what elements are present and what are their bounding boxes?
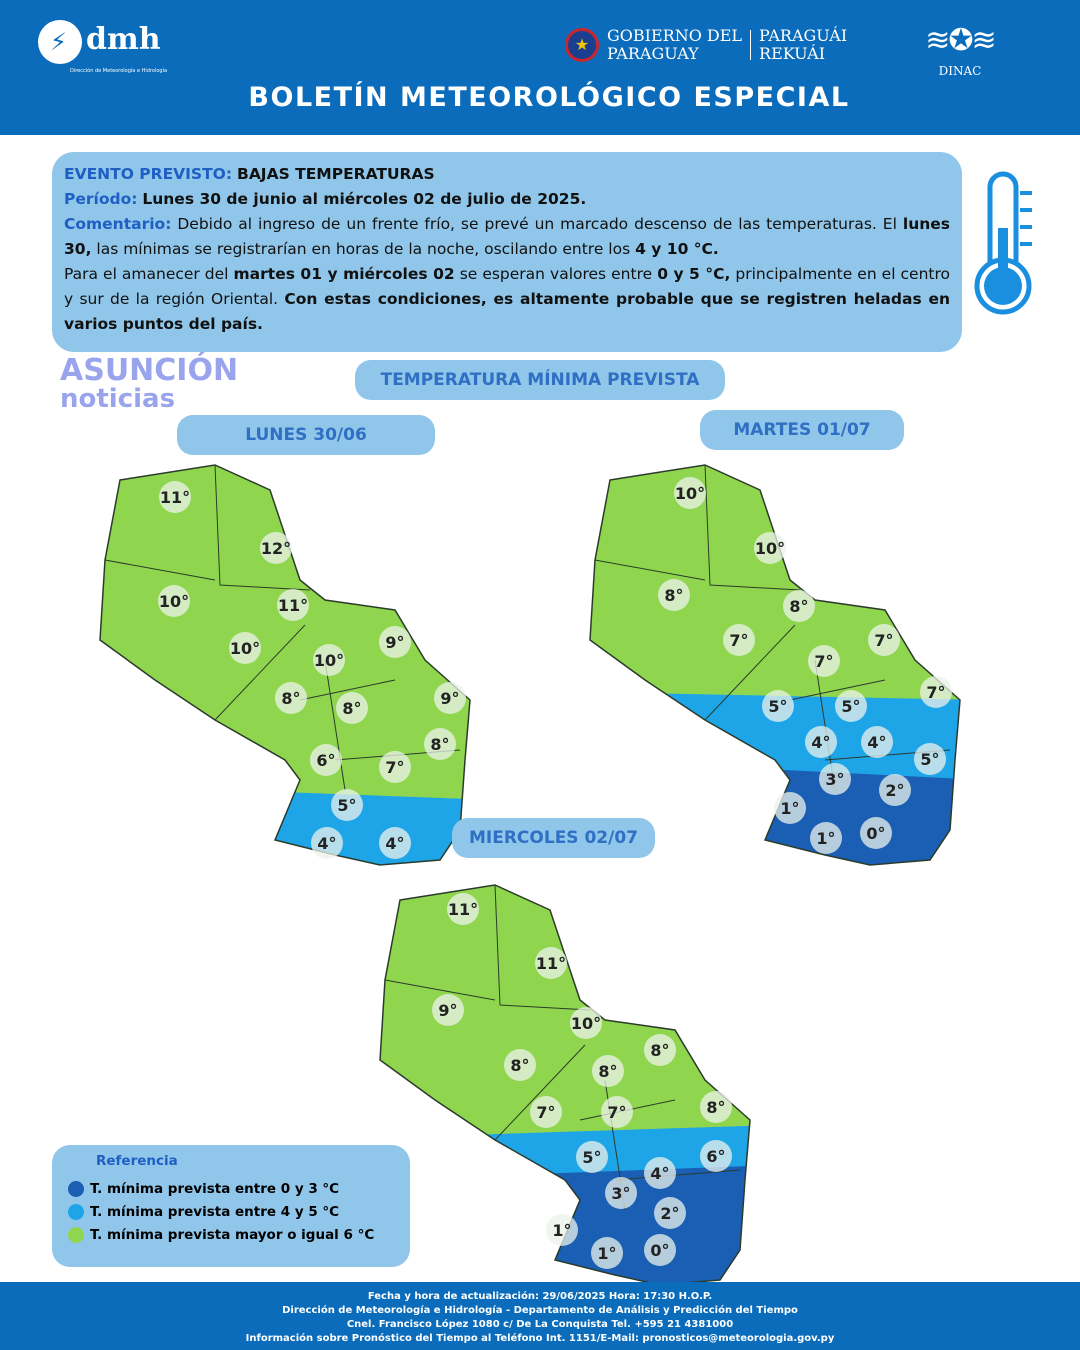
dmh-logo-text: dmh — [86, 22, 161, 57]
temp-label: 5° — [768, 697, 788, 716]
temp-label: 8° — [598, 1062, 618, 1081]
temp-label: 3° — [611, 1184, 631, 1203]
legend — [52, 1145, 410, 1267]
star-seal-icon: ★ — [565, 28, 599, 62]
comment-bold: Con estas condiciones, es altamente probable que se registren heladas en varios puntos del país. — [64, 290, 950, 333]
watermark-line2: noticias — [60, 384, 176, 414]
temp-label: 10° — [158, 592, 190, 611]
comment-label: Comentario: — [64, 215, 172, 233]
dark-blue-dot-icon — [68, 1181, 84, 1197]
legend-item — [68, 1177, 394, 1200]
legend-item — [68, 1200, 394, 1223]
temp-label: 1° — [780, 799, 800, 818]
footer-line: Fecha y hora de actualización: 29/06/2025 Hora: 17:30 H.O.P. — [367, 1291, 713, 1302]
temp-label: 4° — [385, 834, 405, 853]
section-title: TEMPERATURA MÍNIMA PREVISTA — [355, 360, 725, 400]
temp-label: 12° — [260, 539, 292, 558]
temp-label: 5° — [920, 750, 940, 769]
legend-label: T. mínima prevista entre 0 y 3 °C — [90, 1180, 340, 1197]
temp-label: 8° — [789, 597, 809, 616]
paraguay-map — [585, 460, 985, 880]
temp-label: 10° — [754, 539, 786, 558]
temp-label: 1° — [552, 1221, 572, 1240]
comment-text: las mínimas se registrarían en horas de la noche, oscilando entre los — [96, 240, 631, 258]
temp-label: 4° — [867, 733, 887, 752]
light-blue-zone — [95, 785, 495, 880]
page-title: BOLETÍN METEOROLÓGICO ESPECIAL — [248, 82, 850, 113]
wings-icon: ≋✪≋ — [925, 23, 995, 58]
temp-label: 11° — [159, 488, 191, 507]
dinac-text: DINAC — [938, 64, 982, 78]
temp-label: 11° — [535, 954, 567, 973]
comment-text: Debido al ingreso de un frente frío, se prevé un marcado descenso de las temperaturas. El — [177, 215, 897, 233]
temp-label: 2° — [885, 781, 905, 800]
green-dot-icon — [68, 1227, 84, 1243]
temp-label: 8° — [430, 735, 450, 754]
temp-label: 4° — [317, 834, 337, 853]
map-label-miercoles: MIERCOLES 02/07 — [452, 818, 655, 858]
temp-label: 7° — [607, 1103, 627, 1122]
temp-label: 7° — [814, 652, 834, 671]
legend-label: T. mínima prevista mayor o igual 6 °C — [90, 1226, 375, 1243]
temp-label: 11° — [277, 596, 309, 615]
paraguay-map — [95, 460, 495, 880]
light-blue-dot-icon — [68, 1204, 84, 1220]
footer-line: Cnel. Francisco López 1080 c/ De La Conquista Tel. +595 21 4381000 — [346, 1319, 734, 1330]
temp-label: 8° — [510, 1056, 530, 1075]
temp-label: 11° — [447, 900, 479, 919]
legend-item — [68, 1223, 394, 1246]
temp-label: 0° — [650, 1241, 670, 1260]
temp-label: 9° — [440, 689, 460, 708]
temp-label: 7° — [385, 758, 405, 777]
period-label: Período: — [64, 190, 138, 208]
dmh-subtitle: Dirección de Meteorología e Hidrología — [70, 68, 168, 74]
temp-label: 8° — [281, 689, 301, 708]
event-value: BAJAS TEMPERATURAS — [237, 165, 435, 183]
map-label-lunes: LUNES 30/06 — [177, 415, 435, 455]
footer-line: Información sobre Pronóstico del Tiempo al Teléfono Int. 1151/E-Mail: pronosticos@meteorologia.gov.py — [245, 1333, 835, 1344]
paraguay-map — [375, 880, 775, 1300]
temp-label: 8° — [650, 1041, 670, 1060]
legend-title: Referencia — [96, 1153, 178, 1169]
temp-label: 8° — [664, 586, 684, 605]
temp-label: 5° — [582, 1148, 602, 1167]
temp-label: 10° — [570, 1014, 602, 1033]
footer-line: Dirección de Meteorología e Hidrología - Departamento de Análisis y Predicción del Tiempo — [282, 1305, 798, 1316]
temp-label: 2° — [660, 1204, 680, 1223]
temp-label: 5° — [337, 796, 357, 815]
temp-label: 10° — [313, 651, 345, 670]
temp-label: 7° — [926, 683, 946, 702]
temp-label: 7° — [874, 631, 894, 650]
temp-label: 6° — [706, 1147, 726, 1166]
comment-text: se esperan valores entre — [459, 265, 653, 283]
temp-label: 7° — [729, 631, 749, 650]
temp-label: 4° — [650, 1164, 670, 1183]
temp-label: 4° — [811, 733, 831, 752]
temp-label: 8° — [342, 699, 362, 718]
comment-bold: martes 01 y miércoles 02 — [233, 265, 455, 283]
map-label-martes: MARTES 01/07 — [700, 410, 904, 450]
temp-label: 0° — [866, 824, 886, 843]
comment-bold: 0 y 5 °C, — [657, 265, 731, 283]
comment-bold: lunes 30, — [64, 215, 950, 258]
temp-label: 10° — [229, 639, 261, 658]
temp-label: 5° — [841, 697, 861, 716]
gob-line4: REKUÁI — [759, 44, 826, 63]
temp-label: 8° — [706, 1098, 726, 1117]
temp-label: 1° — [816, 829, 836, 848]
event-label: EVENTO PREVISTO: — [64, 165, 233, 183]
temp-label: 10° — [674, 484, 706, 503]
temp-label: 1° — [597, 1244, 617, 1263]
temp-label: 9° — [438, 1001, 458, 1020]
gob-line3: PARAGUÁI — [759, 26, 848, 45]
footer — [0, 1282, 1080, 1350]
legend-label: T. mínima prevista entre 4 y 5 °C — [90, 1203, 340, 1220]
temp-label: 6° — [316, 751, 336, 770]
period-value: Lunes 30 de junio al miércoles 02 de julio de 2025. — [142, 190, 587, 208]
gob-line1: GOBIERNO DEL — [607, 26, 743, 45]
comment-bold: 4 y 10 °C. — [635, 240, 719, 258]
temp-label: 3° — [825, 770, 845, 789]
temp-label: 7° — [536, 1103, 556, 1122]
gob-line2: PARAGUAY — [607, 44, 699, 63]
watermark-line1: ASUNCIÓN — [60, 353, 239, 388]
temp-label: 9° — [385, 633, 405, 652]
comment-text: Para el amanecer del — [64, 265, 229, 283]
comment-text: principalmente en el centro y sur de la región Oriental. — [64, 265, 950, 308]
